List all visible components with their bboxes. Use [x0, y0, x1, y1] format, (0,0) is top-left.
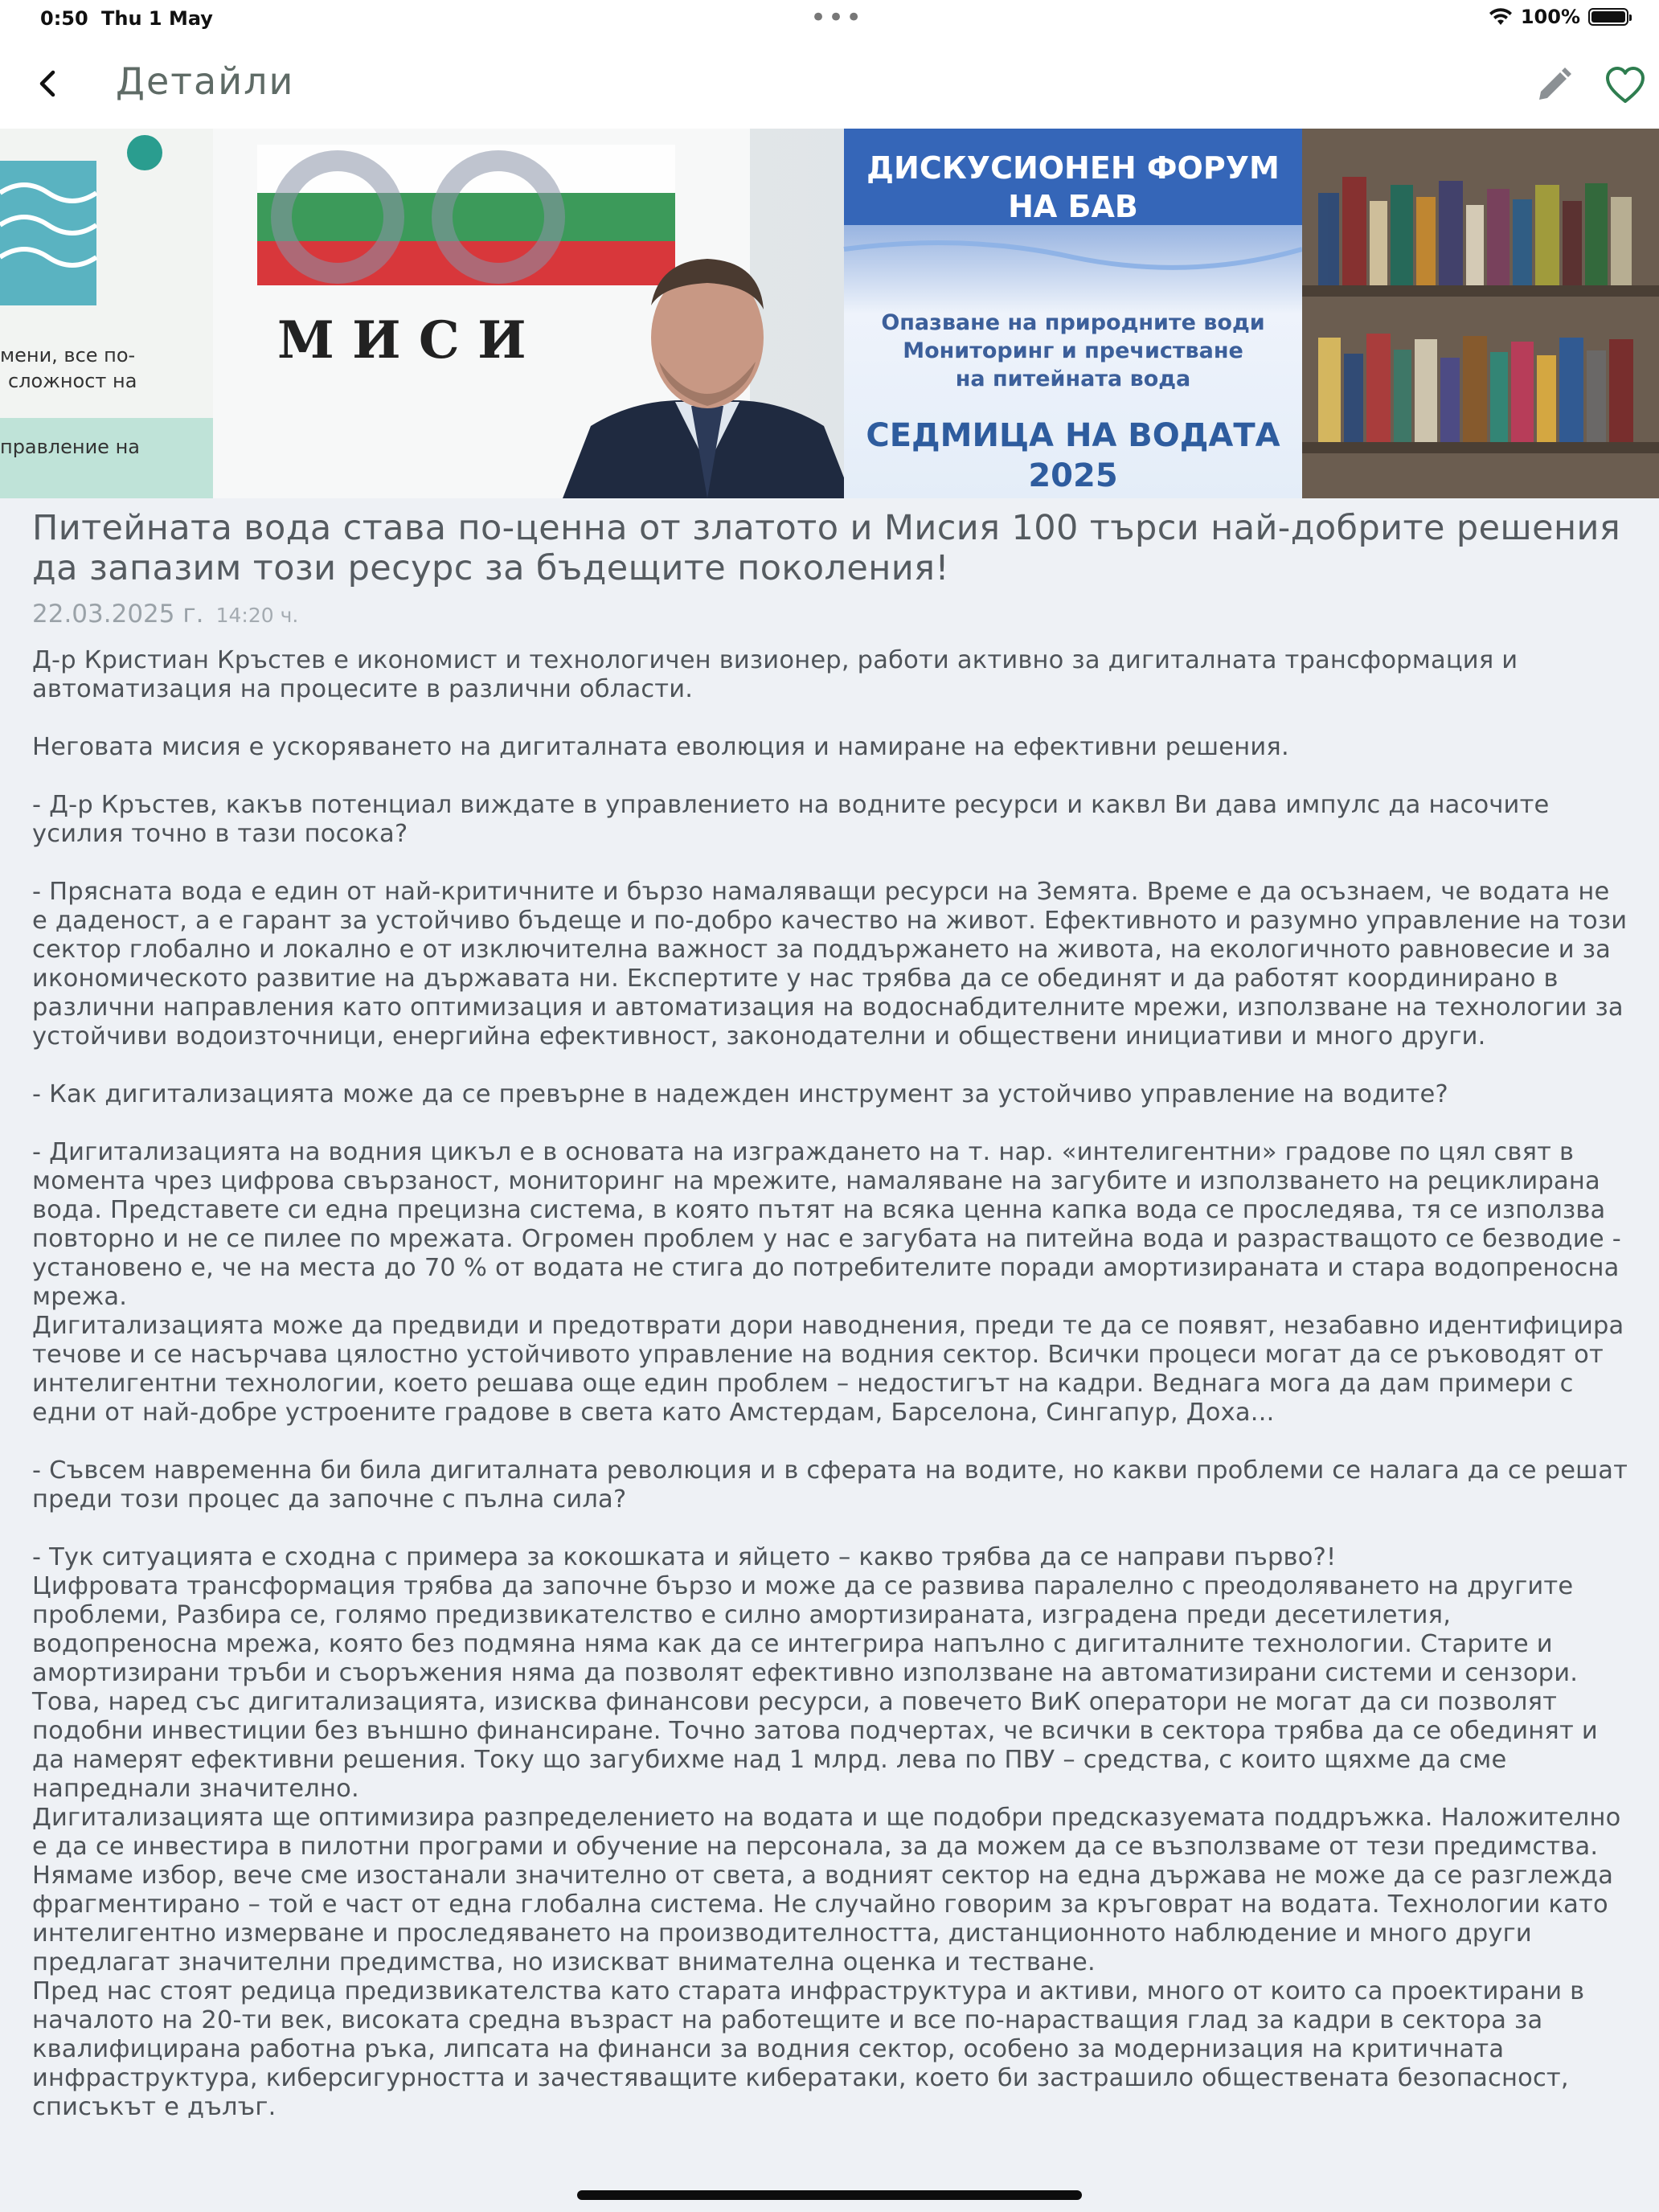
status-right	[1489, 6, 1628, 28]
banner-left-line: правление на	[0, 436, 140, 458]
banner-left-line: сложност на	[8, 370, 137, 392]
home-indicator[interactable]	[577, 2190, 1082, 2200]
nav-bar	[0, 39, 1659, 129]
heart-icon[interactable]	[1603, 63, 1648, 108]
article-time: 14:20 ч.	[215, 604, 299, 627]
article-body: Д-р Кристиан Кръстев е икономист и технологичен визионер, работи активно за дигиталната трансформация и автоматизация на процесите в различни области. Неговата мисия е ускоряването на дигиталната еволюция и намиране на ефективни решения. - Д-р Кръстев, какъв потенциал виждате в управлението на водните ресурси и каквл Ви дава импулс да насочите усилия точно в тази посока? - Прясната вода е един от най-критичните и бързо намаляващи ресурси на Земята. Време е да осъзнаем, че водата не е даденост, а е гарант за устойчиво бъдеще и по-добро качество на живот. Ефективното и разумно управление на този сектор глобално и локално е от изключителна важност за поддържането на живота, на екологичното равновесие и за икономическото развитие на държавата ни. Експертите у нас трябва да се обединят и да работят координирано в различни направления като оптимизация и автоматизация на водоснабдителните мрежи, използване на технологии за устойчиви водоизточници, енергийна ефективност, законодателни и обществени инициативи и много други. - Как дигитализацията може да се превърне в надежден инструмент за устойчиво управление на водите? - Дигитализацията на водния цикъл е в основата на изграждането на т. нар. «интелигентни» градове по цял свят в момента чрез цифрова свързаност, мониторинг на мрежите, намаляване на загубите и използването на рециклирана вода. Представете си една прецизна система, в която пътят на всяка ценна капка вода се проследява, тя се използва повторно и не се пилее по мрежата. Огромен проблем у нас е загубата на питейна вода и разрастващото се безводие - установено е, че на места до 70 % от водата не стига до потребителите поради амортизираната и стара водопреносна мрежа. Дигитализацията може да предвиди и предотврати дори наводнения, преди те да се появят, незабавно идентифицира течове и се насърчава цялостно устойчивото управление на водния сектор. Всички процеси могат да се ръководят от интелигентни технологии, което решава още един проблем – недостигът на кадри. Веднага мога да дам примери с едни от най-добре устроените градове в света като Амстердам, Барселона, Сингапур, Доха... - Съвсем навременна би била дигиталната революция и в сферата на водите, но какви проблеми се налага да се решат преди този процес да започне с пълна сила? - Тук ситуацията е сходна с примера за кокошката и яйцето – какво трябва да се направи първо?! Цифровата трансформация трябва да започне бързо и може да се развива паралелно с преодоляването на другите проблеми, Разбира се, голямо предизвикателство е силно амортизираната, изградена преди десетилетия, водопреносна мрежа, която без подмяна няма как да се интегрира напълно с дигиталните технологии. Старите и амортизирани тръби и съоръжения няма да позволят ефективно използване на автоматизирани системи и сензори. Това, наред със дигитализацията, изисква финансови ресурси, а повечето ВиК оператори не могат да си позволят подобни инвестиции без външно финансиране. Точно затова подчертах, че всички в сектора трябва да се обединят и да намерят ефективни решения. Току що загубихме над 1 млрд. лева по ПВУ – средства, с които щяхме да сме напреднали значително. Дигитализацията ще оптимизира разпределението на водата и ще подобри предсказуемата поддръжка. Наложително е да се инвестира в пилотни програми и обучение на персонала, за да можем да се възползваме от тези предимства. Нямаме избор, вече сме изостанали значително от света, а водният сектор на една държава не може да се разглежда фрагментирано – той е част от една глобална система. Не случайно говорим за кръговрат на водата. Технологии като интелигентно измерване и проследяването на производителността, дистанционното наблюдение и много други предлагат значителни предимства, но изискват внимателна оценка и тестване. Пред нас стоят редица предизвикателства като старата инфраструктура и активи, много от които са проектирани в началото на 20-ти век, високата средна възраст на работещите и все по-нарастващия глад за кадри в сектора за квалифицирана работна ръка, липсата на финанси за водния сектор, особено за модернизация на критичната инфраструктура, киберсигурността и зачестяващите кибератаки, което би застрашило обществената безопасност, списъкът е дълъг.	[32, 646, 1628, 2121]
banner-right-title: ДИСКУСИОНЕН ФОРУМ	[866, 150, 1280, 186]
status-date: Thu 1 May	[101, 7, 213, 30]
battery-percent: 100%	[1520, 6, 1580, 28]
banner-right-subtitle: на питейната вода	[955, 367, 1191, 391]
article-date: 22.03.2025 г.	[32, 600, 204, 629]
multitasking-dots-icon[interactable]: •••	[810, 2, 864, 34]
article-meta	[32, 600, 1632, 635]
article	[32, 508, 1632, 2122]
wifi-icon	[1489, 7, 1513, 27]
article-title: Питейната вода става по-ценна от златото и Мисия 100 търси най-добрите решения да запазим този ресурс за бъдещите поколения!	[32, 508, 1621, 588]
pencil-icon[interactable]	[1531, 63, 1576, 108]
banner-left-line: мени, все по-	[0, 344, 136, 367]
banner-right-subtitle: Мониторинг и пречистване	[903, 338, 1243, 363]
banner-right-year: 2025	[1028, 457, 1118, 494]
battery-icon	[1588, 8, 1628, 26]
page-title: Детайли	[116, 59, 295, 103]
banner-right-week: СЕДМИЦА НА ВОДАТА	[866, 417, 1280, 454]
banner-right-title: НА БАВ	[1008, 189, 1138, 224]
mission-text: М И С И	[277, 310, 526, 371]
status-time: 0:50	[40, 7, 88, 30]
hero-image	[0, 129, 1659, 498]
banner-right-subtitle: Опазване на природните води	[881, 310, 1265, 335]
status-bar	[0, 0, 1659, 39]
chevron-left-icon[interactable]	[29, 64, 68, 103]
